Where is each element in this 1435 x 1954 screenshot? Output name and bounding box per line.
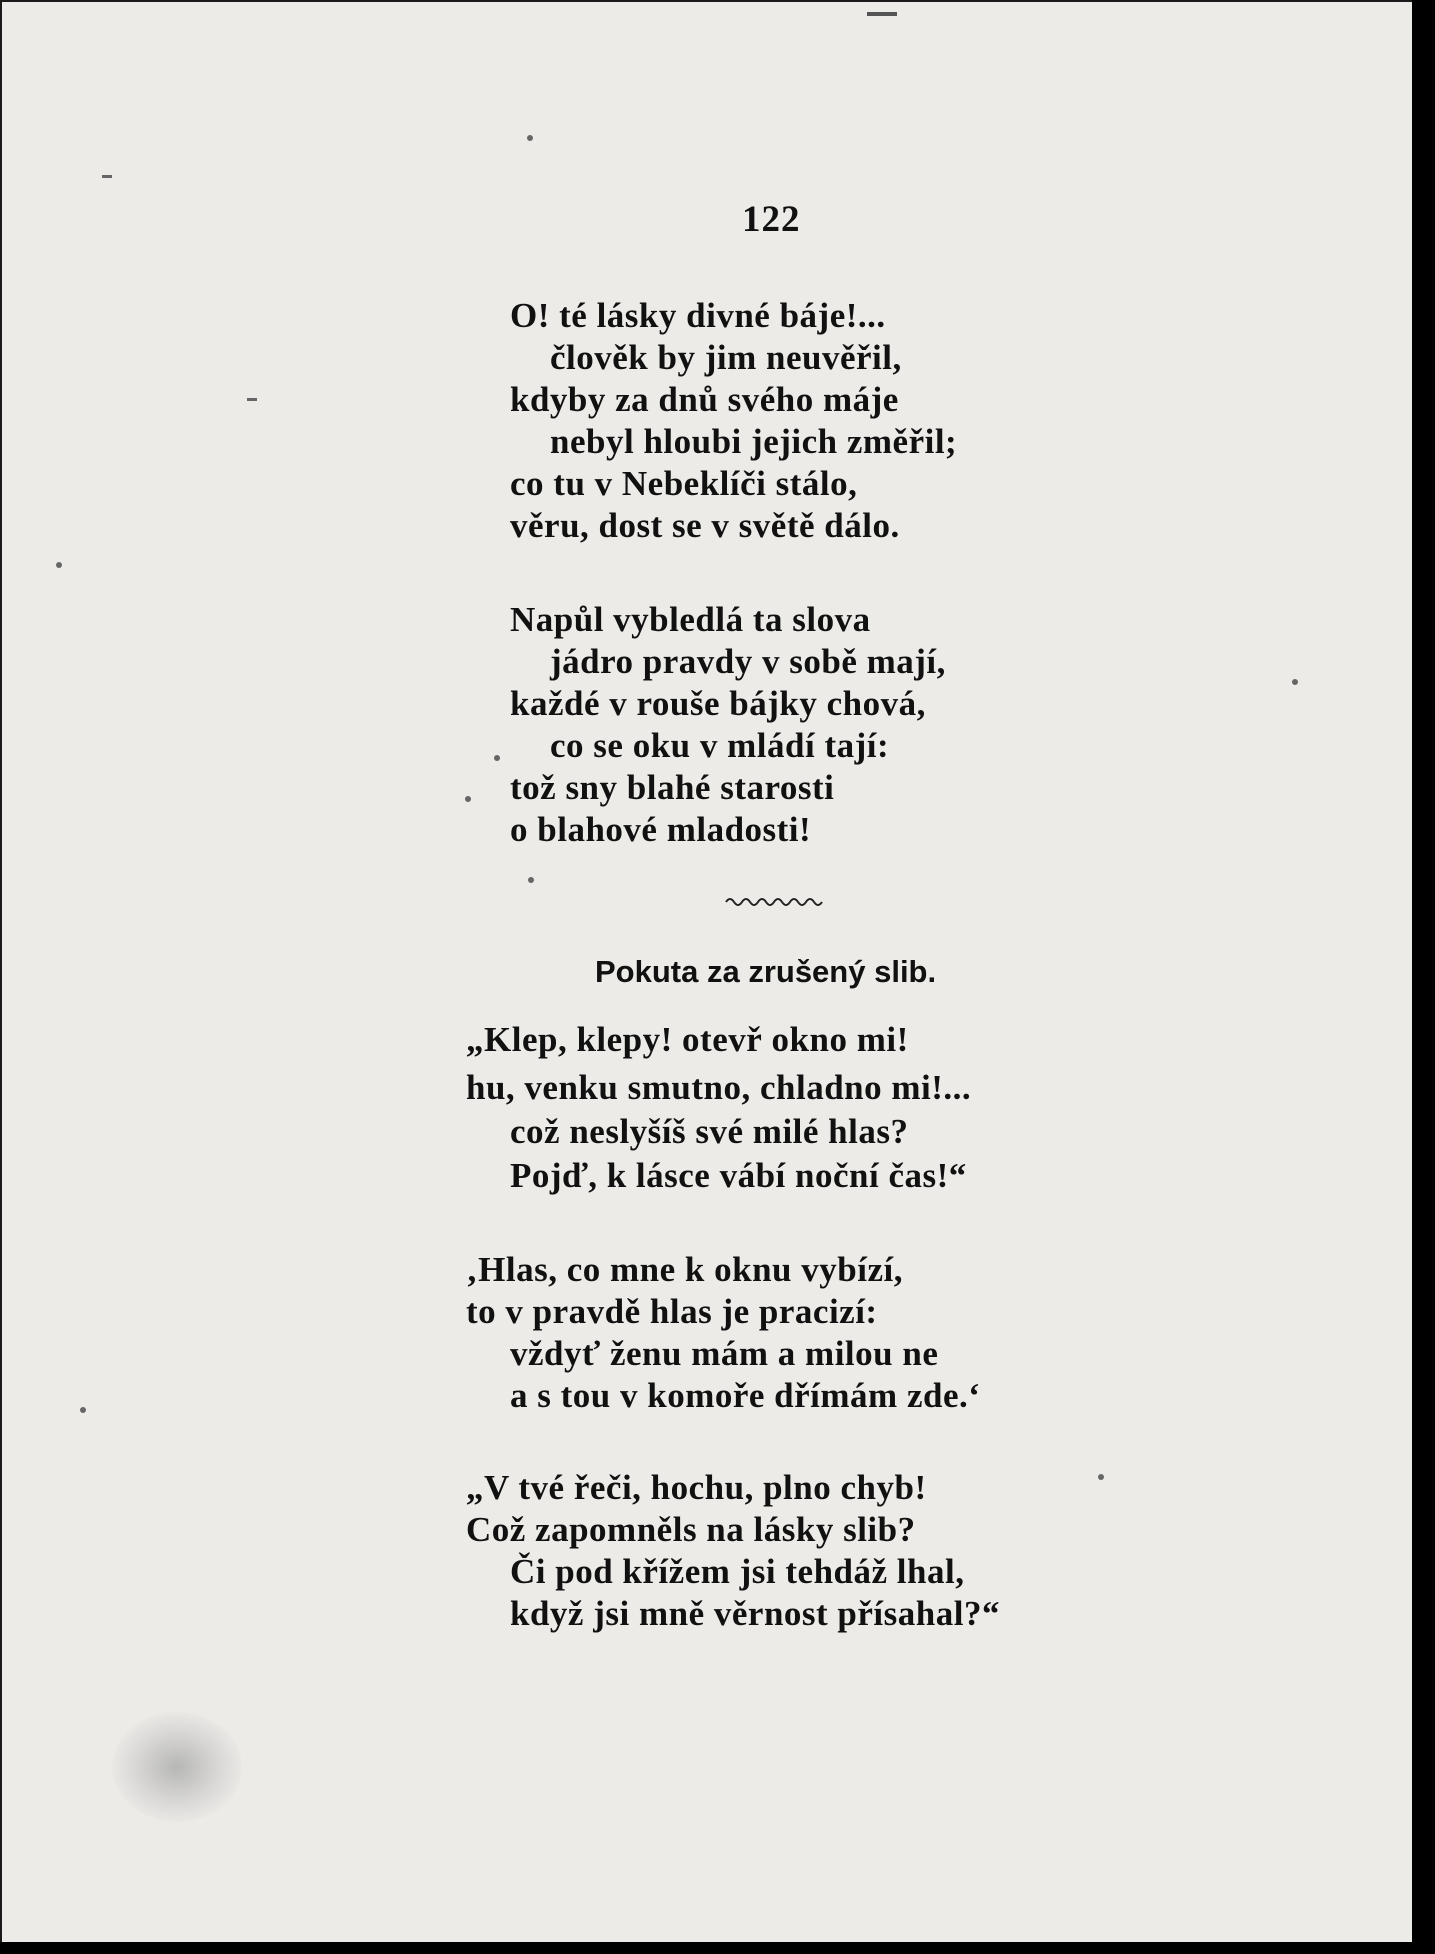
scan-border bbox=[1412, 0, 1435, 1954]
verse-line: ‚Hlas, co mne k oknu vybízí, bbox=[466, 1250, 903, 1289]
scan-speck bbox=[494, 755, 500, 761]
verse-line: Což zapomněls na lásky slib? bbox=[466, 1510, 916, 1549]
verse-line: o blahové mladosti! bbox=[510, 810, 812, 849]
verse-line: vždyť ženu mám a milou ne bbox=[510, 1334, 939, 1373]
verse-line: a s tou v komoře dřímám zde.‘ bbox=[510, 1376, 981, 1415]
scan-speck bbox=[56, 562, 62, 568]
verse-line: když jsi mně věrnost přísahal?“ bbox=[510, 1594, 1000, 1633]
scan-mark bbox=[867, 12, 897, 16]
scan-speck bbox=[528, 877, 534, 883]
verse-line: „V tvé řeči, hochu, plno chyb! bbox=[466, 1468, 927, 1507]
scan-smudge bbox=[112, 1712, 242, 1822]
verse-line: O! té lásky divné báje!... bbox=[510, 296, 886, 335]
verse-line: Napůl vybledlá ta slova bbox=[510, 600, 871, 639]
ornament-divider bbox=[724, 894, 824, 908]
verse-line: hu, venku smutno, chladno mi!... bbox=[466, 1068, 972, 1107]
verse-line: kdyby za dnů svého máje bbox=[510, 380, 899, 419]
scan-speck bbox=[1098, 1474, 1104, 1480]
verse-line: každé v rouše bájky chová, bbox=[510, 684, 926, 723]
verse-line: což neslyšíš své milé hlas? bbox=[510, 1112, 909, 1151]
verse-line: věru, dost se v světě dálo. bbox=[510, 506, 900, 545]
scan-speck bbox=[1292, 679, 1298, 685]
verse-line: Pojď, k lásce vábí noční čas!“ bbox=[510, 1156, 967, 1195]
verse-line: „Klep, klepy! otevř okno mi! bbox=[466, 1020, 909, 1059]
scan-speck bbox=[102, 175, 112, 178]
scan-speck bbox=[80, 1407, 86, 1413]
scan-speck bbox=[247, 398, 257, 401]
verse-line: člověk by jim neuvěřil, bbox=[550, 338, 902, 377]
verse-line: tož sny blahé starosti bbox=[510, 768, 835, 807]
verse-line: nebyl hloubi jejich změřil; bbox=[550, 422, 958, 461]
verse-line: co tu v Nebeklíči stálo, bbox=[510, 464, 858, 503]
poem-title: Pokuta za zrušený slib. bbox=[595, 954, 937, 989]
verse-line: Či pod křížem jsi tehdáž lhal, bbox=[510, 1552, 965, 1591]
scan-speck bbox=[465, 796, 471, 802]
page-number: 122 bbox=[742, 199, 801, 240]
verse-line: jádro pravdy v sobě mají, bbox=[550, 642, 946, 681]
verse-line: to v pravdě hlas je pracizí: bbox=[466, 1292, 878, 1331]
scan-speck bbox=[527, 135, 533, 141]
verse-line: co se oku v mládí tají: bbox=[550, 726, 890, 765]
